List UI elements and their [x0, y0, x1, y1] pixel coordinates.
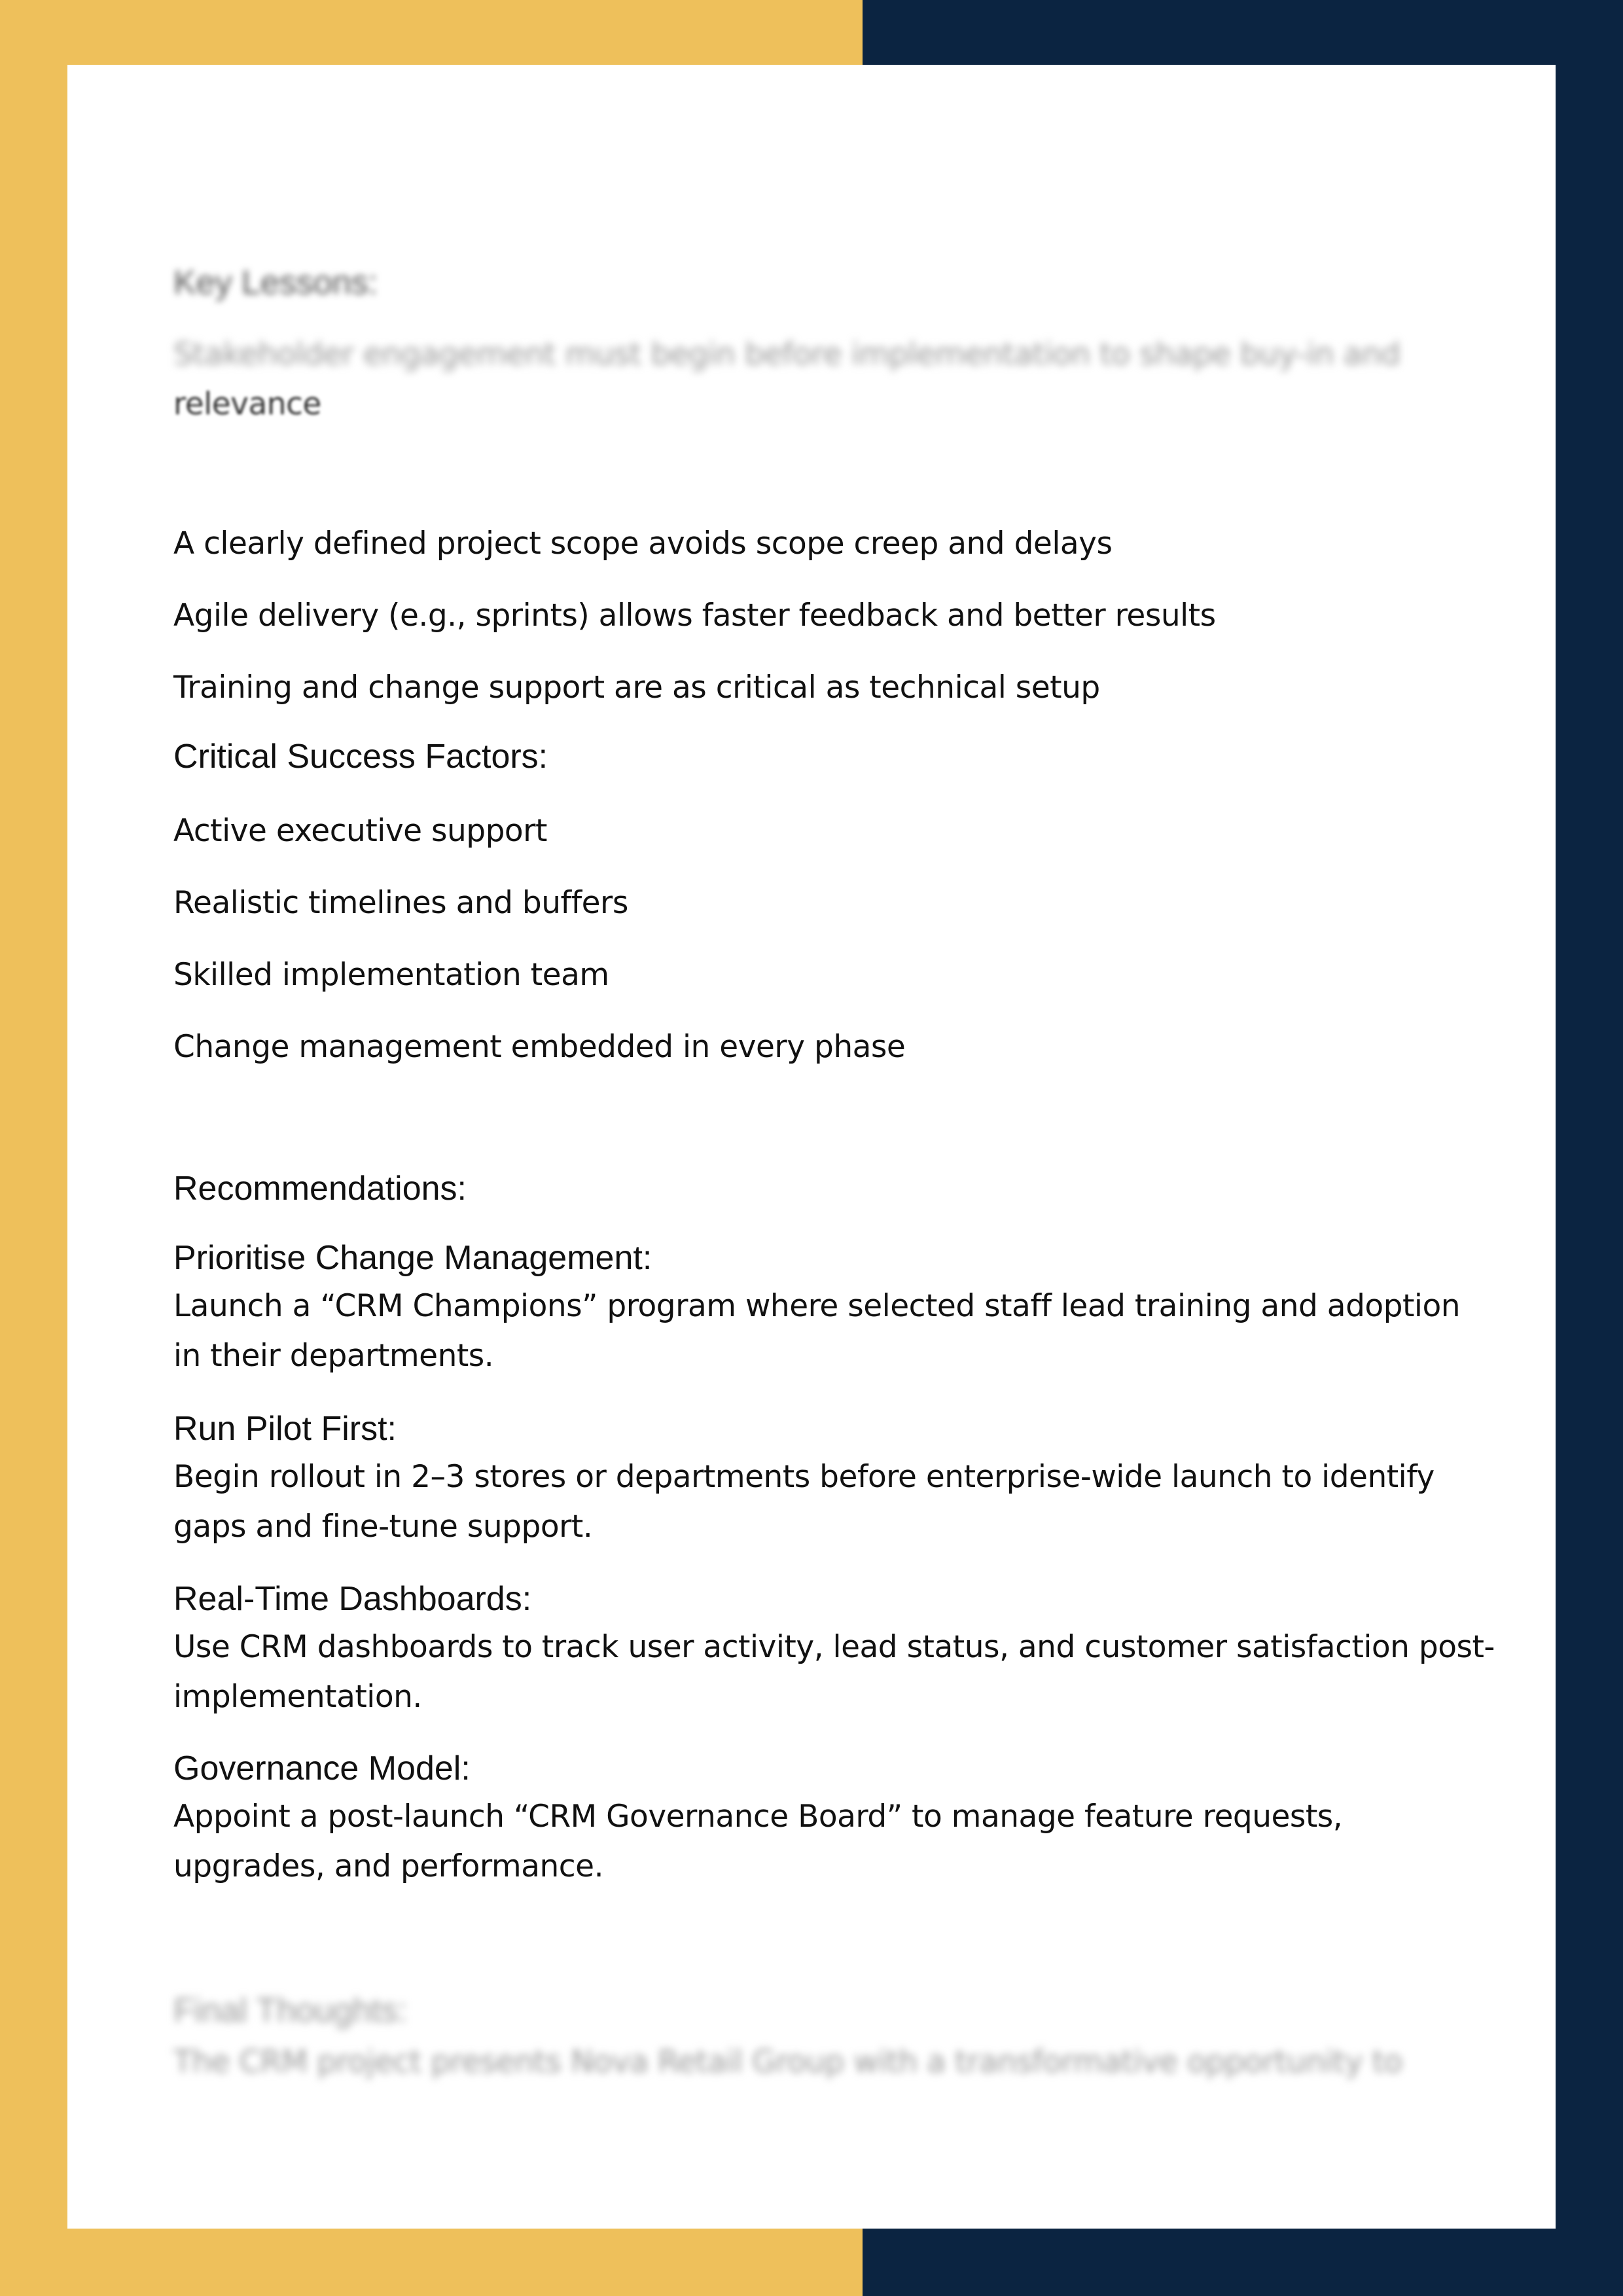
- recommendation-title: Real-Time Dashboards:: [173, 1580, 532, 1618]
- success-factor-item: Skilled implementation team: [173, 957, 609, 993]
- recommendation-text: Appoint a post-launch “CRM Governance Board” to manage feature requests, upgrades, and performance.: [173, 1799, 1343, 1884]
- recommendation-text: Use CRM dashboards to track user activity, lead status, and customer satisfaction post-implementation.: [173, 1629, 1495, 1715]
- critical-success-factors-heading: Critical Success Factors:: [173, 738, 548, 776]
- key-lesson-item: [173, 330, 1476, 429]
- key-lesson-text-blurred: Stakeholder engagement must begin before implementation to shape buy-in and: [173, 336, 1400, 372]
- final-thoughts-heading: Final Thoughts:: [173, 1992, 408, 2030]
- success-factor-item: Active executive support: [173, 813, 547, 849]
- recommendation-title: Run Pilot First:: [173, 1410, 397, 1448]
- key-lesson-item: Agile delivery (e.g., sprints) allows faster feedback and better results: [173, 598, 1216, 634]
- key-lessons-heading: Key Lessons:: [173, 264, 378, 302]
- final-thoughts-text: The CRM project presents Nova Retail Group with a transformative opportunity to: [173, 2044, 1402, 2080]
- recommendation-text: Launch a “CRM Champions” program where selected staff lead training and adoption in their departments.: [173, 1288, 1461, 1374]
- recommendation-text: Begin rollout in 2–3 stores or departments before enterprise-wide launch to identify gaps and fine-tune support.: [173, 1459, 1435, 1545]
- recommendation-title: Prioritise Change Management:: [173, 1239, 652, 1277]
- success-factor-item: Realistic timelines and buffers: [173, 885, 628, 921]
- key-lesson-text-tail: relevance: [173, 386, 321, 422]
- key-lesson-item: Training and change support are as critical as technical setup: [173, 670, 1100, 706]
- recommendation-title: Governance Model:: [173, 1749, 471, 1787]
- key-lesson-item: A clearly defined project scope avoids scope creep and delays: [173, 526, 1113, 562]
- recommendations-heading: Recommendations:: [173, 1170, 467, 1208]
- success-factor-item: Change management embedded in every phase: [173, 1029, 906, 1065]
- document-page: [67, 65, 1556, 2229]
